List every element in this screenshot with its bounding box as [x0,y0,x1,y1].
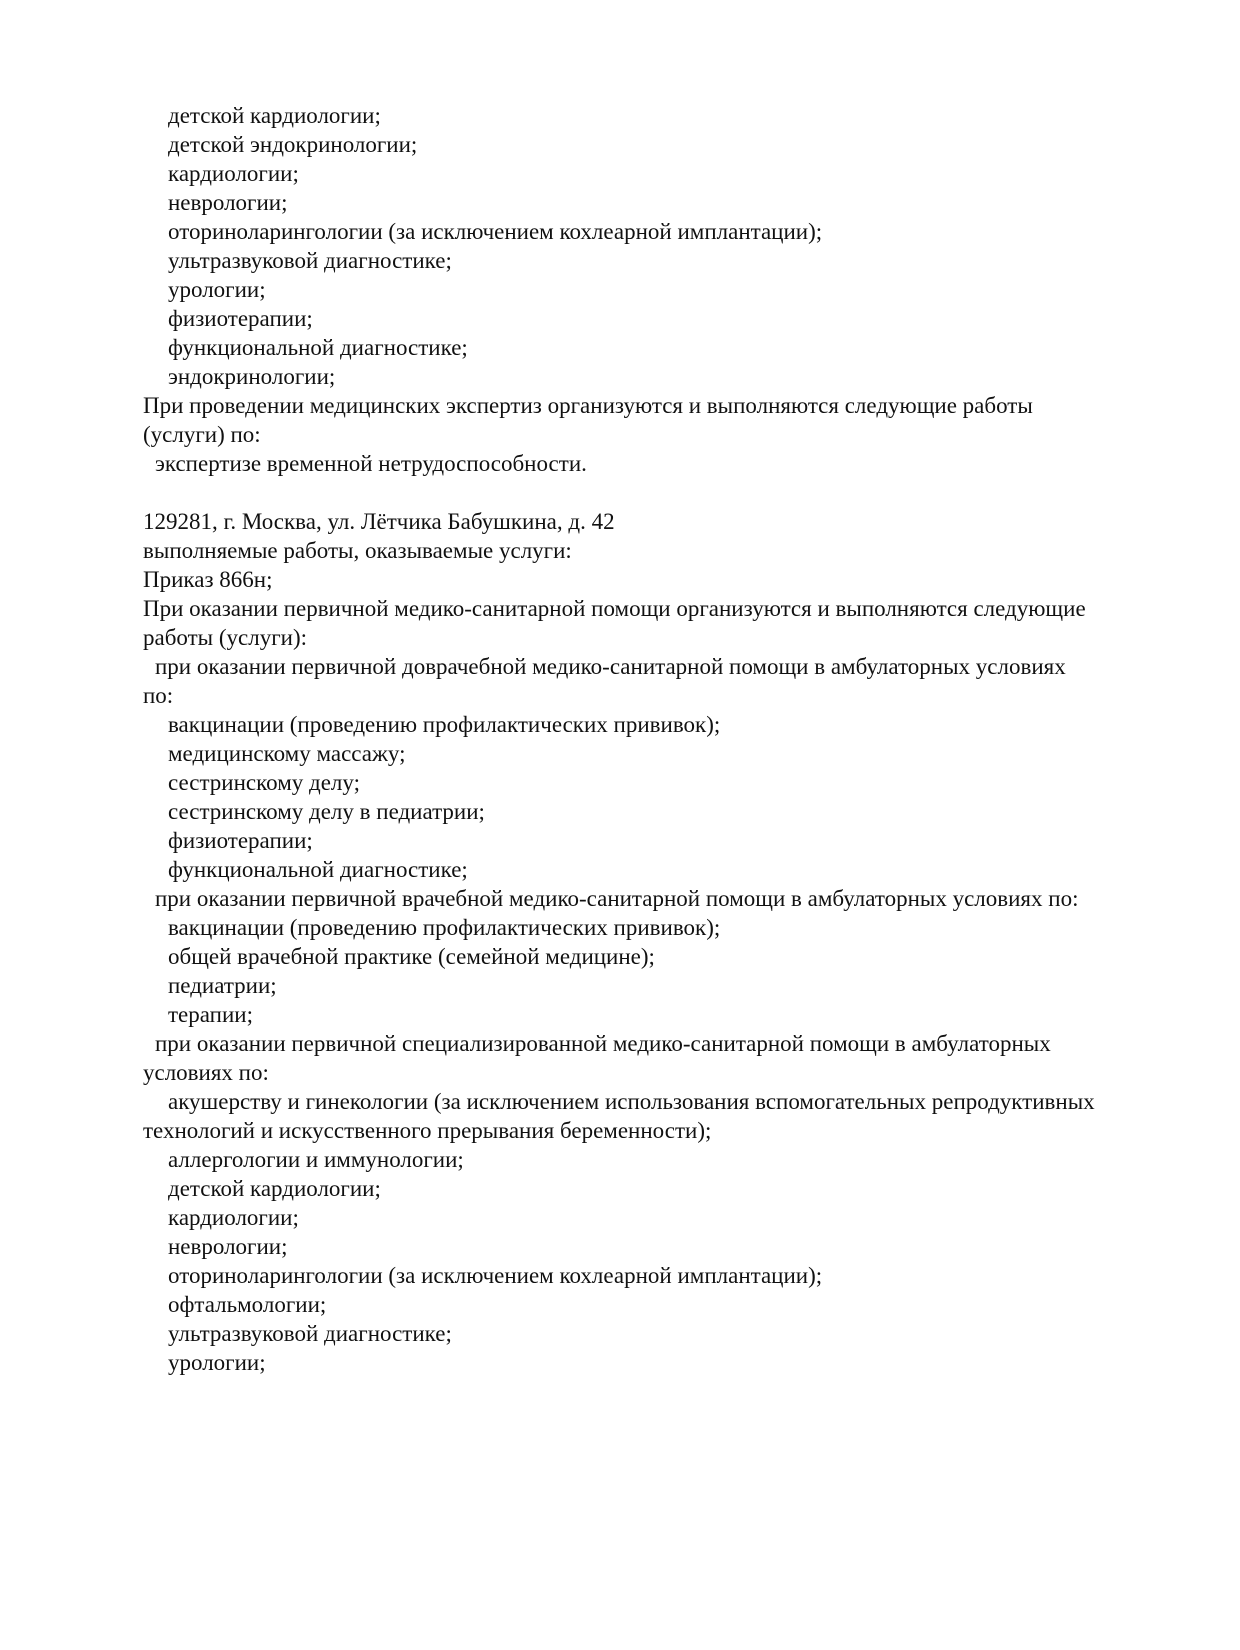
list-item: сестринскому делу; [168,770,360,795]
list-item: функциональной диагностике; [168,857,468,882]
list-item: кардиологии; [168,161,299,186]
list-item: терапии; [168,1002,253,1027]
list-item: вакцинации (проведению профилактических прививок); [168,915,721,940]
list-item: физиотерапии; [168,828,313,853]
list-item: педиатрии; [168,973,277,998]
list-item: аллергологии и иммунологии; [168,1147,464,1172]
expertise-intro: При проведении медицинских экспертиз организуются и выполняются следующие работы [143,393,1033,418]
list-item: оториноларингологии (за исключением кохлеарной имплантации); [168,1263,823,1288]
list-item: ультразвуковой диагностике; [168,1321,452,1346]
care-intro-continued: работы (услуги): [143,625,307,650]
list-item: сестринскому делу в педиатрии; [168,799,485,824]
list-item: вакцинации (проведению профилактических прививок); [168,712,721,737]
list-item: детской кардиологии; [168,1176,381,1201]
list-item: оториноларингологии (за исключением кохлеарной имплантации); [168,219,823,244]
physician-heading: при оказании первичной врачебной медико-санитарной помощи в амбулаторных условиях по: [155,886,1079,911]
care-intro: При оказании первичной медико-санитарной помощи организуются и выполняются следующие [143,596,1086,621]
prehospital-heading: при оказании первичной доврачебной медико-санитарной помощи в амбулаторных условиях [155,654,1066,679]
list-item: неврологии; [168,190,288,215]
specialized-heading-continued: условиях по: [143,1060,269,1085]
expertise-intro-continued: (услуги) по: [143,422,261,447]
list-item: детской кардиологии; [168,103,381,128]
list-item: урологии; [168,277,266,302]
prehospital-heading-continued: по: [143,683,174,708]
list-item: неврологии; [168,1234,288,1259]
list-item: кардиологии; [168,1205,299,1230]
list-item: детской эндокринологии; [168,132,418,157]
expertise-item: экспертизе временной нетрудоспособности. [155,451,587,476]
list-item-continued: технологий и искусственного прерывания беременности); [143,1118,712,1143]
list-item: физиотерапии; [168,306,313,331]
specialized-heading: при оказании первичной специализированной медико-санитарной помощи в амбулаторных [155,1031,1051,1056]
list-item: медицинскому массажу; [168,741,406,766]
list-item: урологии; [168,1350,266,1375]
order-reference: Приказ 866н; [143,567,273,592]
list-item: эндокринологии; [168,364,336,389]
list-item: общей врачебной практике (семейной медицине); [168,944,655,969]
list-item: акушерству и гинекологии (за исключением использования вспомогательных репродуктивных [168,1089,1095,1114]
works-label: выполняемые работы, оказываемые услуги: [143,538,572,563]
list-item: функциональной диагностике; [168,335,468,360]
list-item: офтальмологии; [168,1292,327,1317]
list-item: ультразвуковой диагностике; [168,248,452,273]
address: 129281, г. Москва, ул. Лётчика Бабушкина, д. 42 [143,509,615,534]
